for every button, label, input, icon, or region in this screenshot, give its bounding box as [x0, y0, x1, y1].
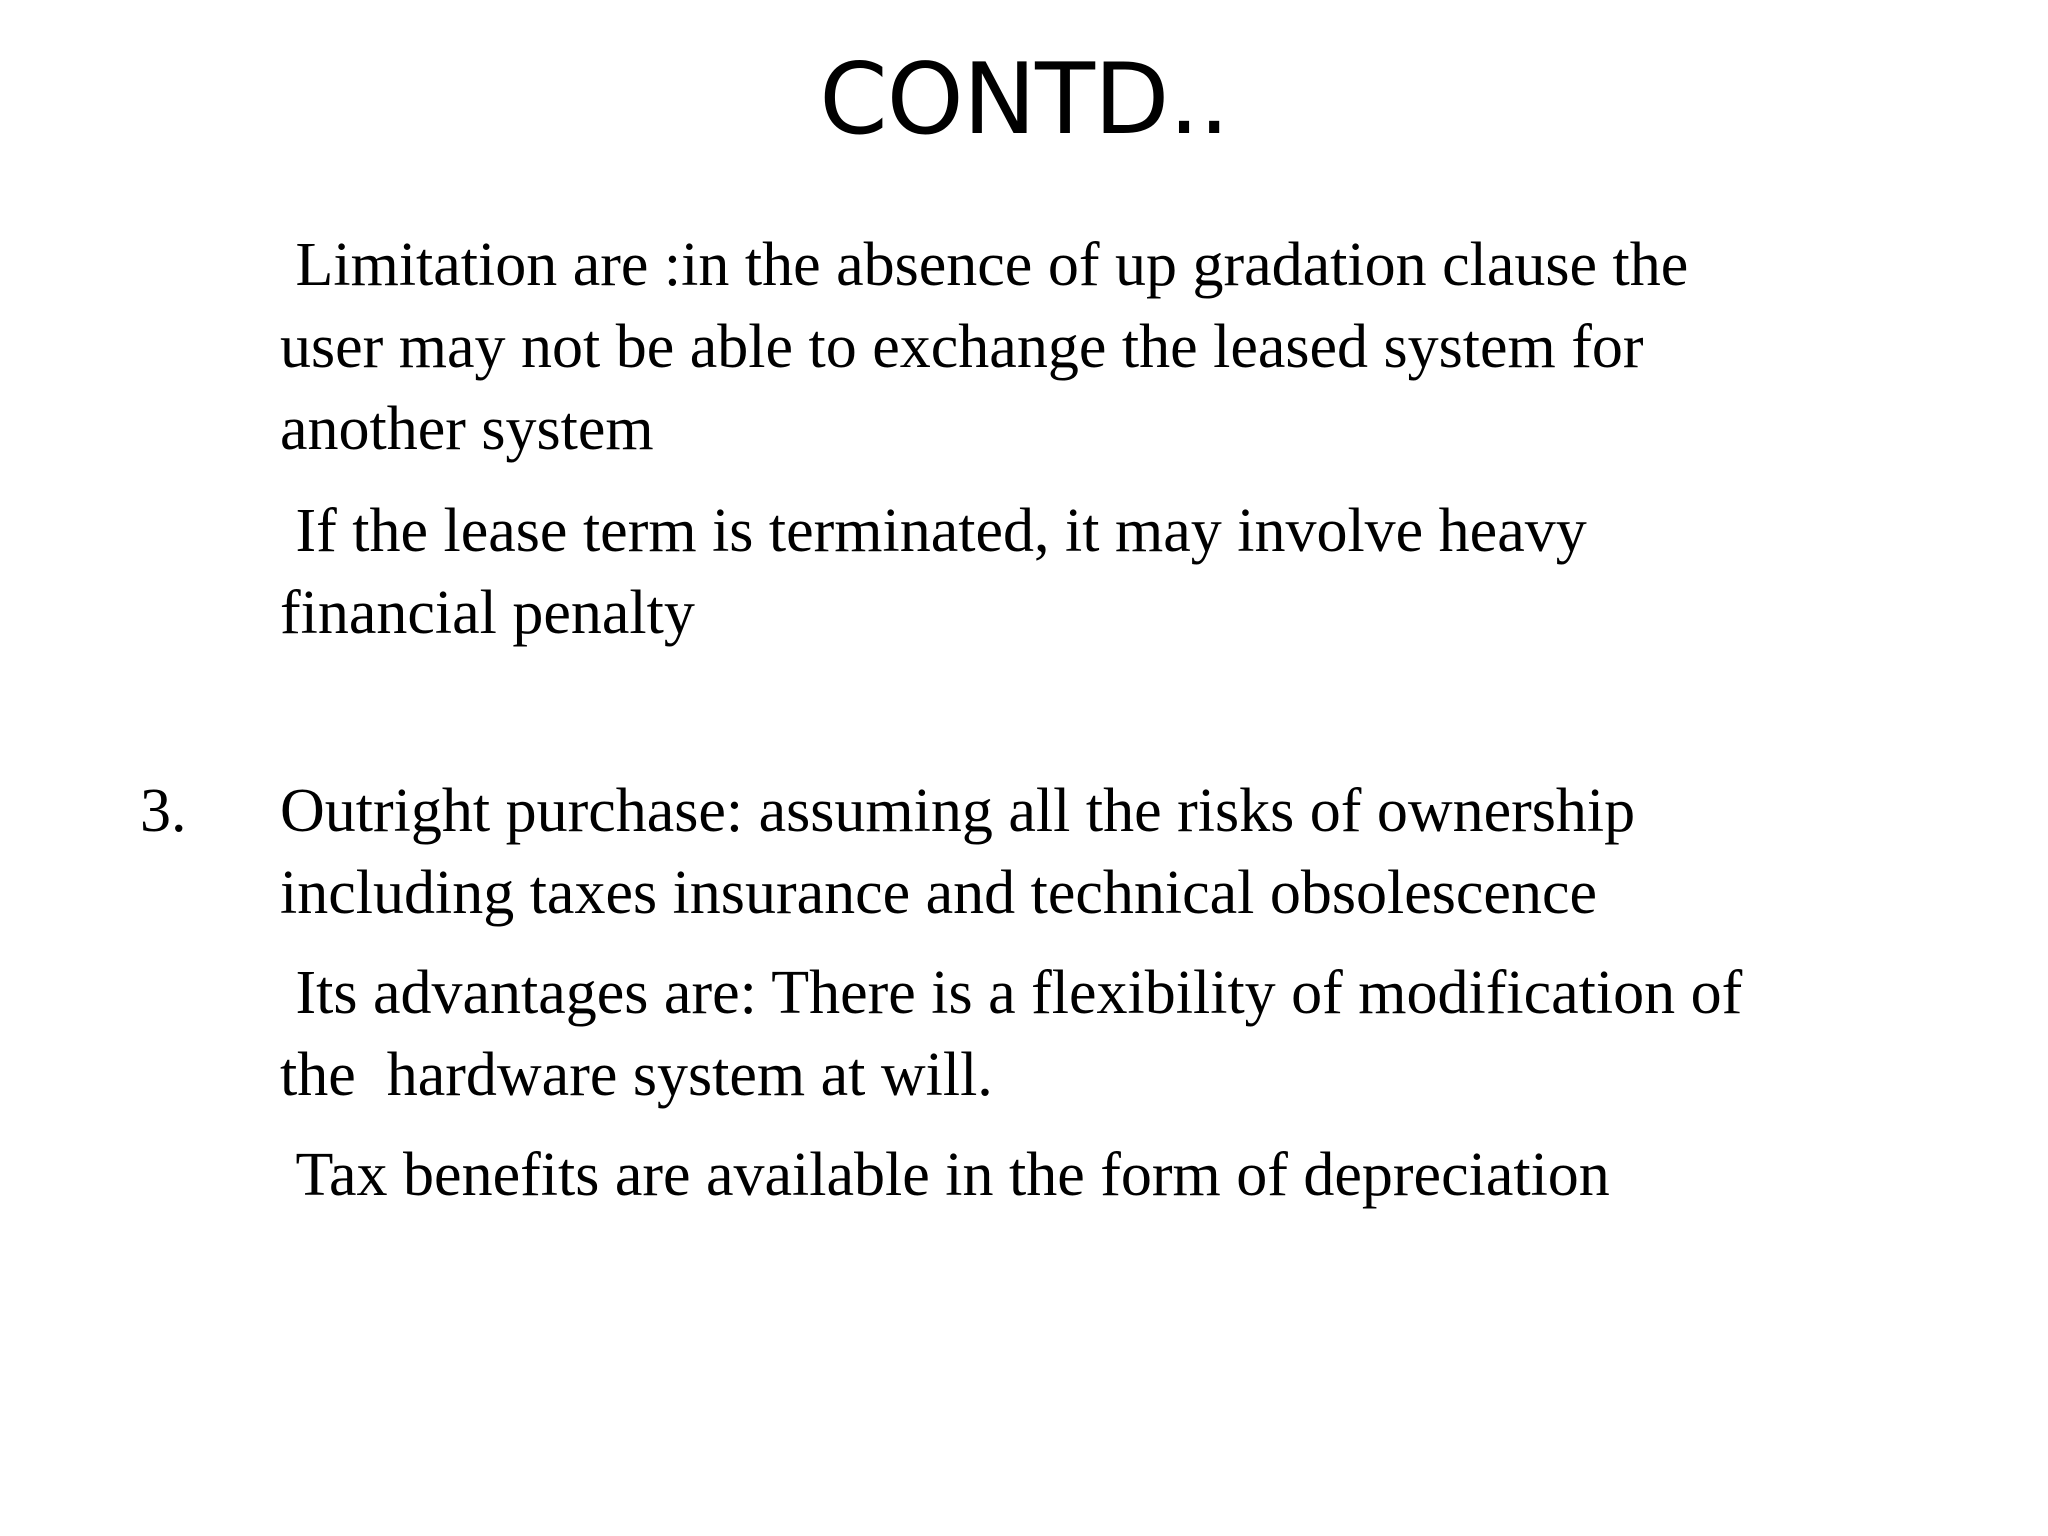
- paragraph-lease-termination: If the lease term is terminated, it may involve heavy financial penalty: [280, 497, 1587, 647]
- paragraph-tax-benefits: Tax benefits are available in the form of depreciation: [280, 1141, 1610, 1209]
- paragraph-advantages: Its advantages are: There is a flexibility of modification of the hardware system at will.: [280, 959, 1743, 1109]
- paragraph-outright-purchase: Outright purchase: assuming all the risks of ownership including taxes insurance and technical obsolescence: [280, 777, 1636, 927]
- list-number: 3.: [140, 777, 187, 845]
- paragraph-limitation: Limitation are :in the absence of up gradation clause the user may not be able to exchange the leased system for another system: [280, 231, 1689, 463]
- slide-title: CONTD..: [819, 43, 1229, 157]
